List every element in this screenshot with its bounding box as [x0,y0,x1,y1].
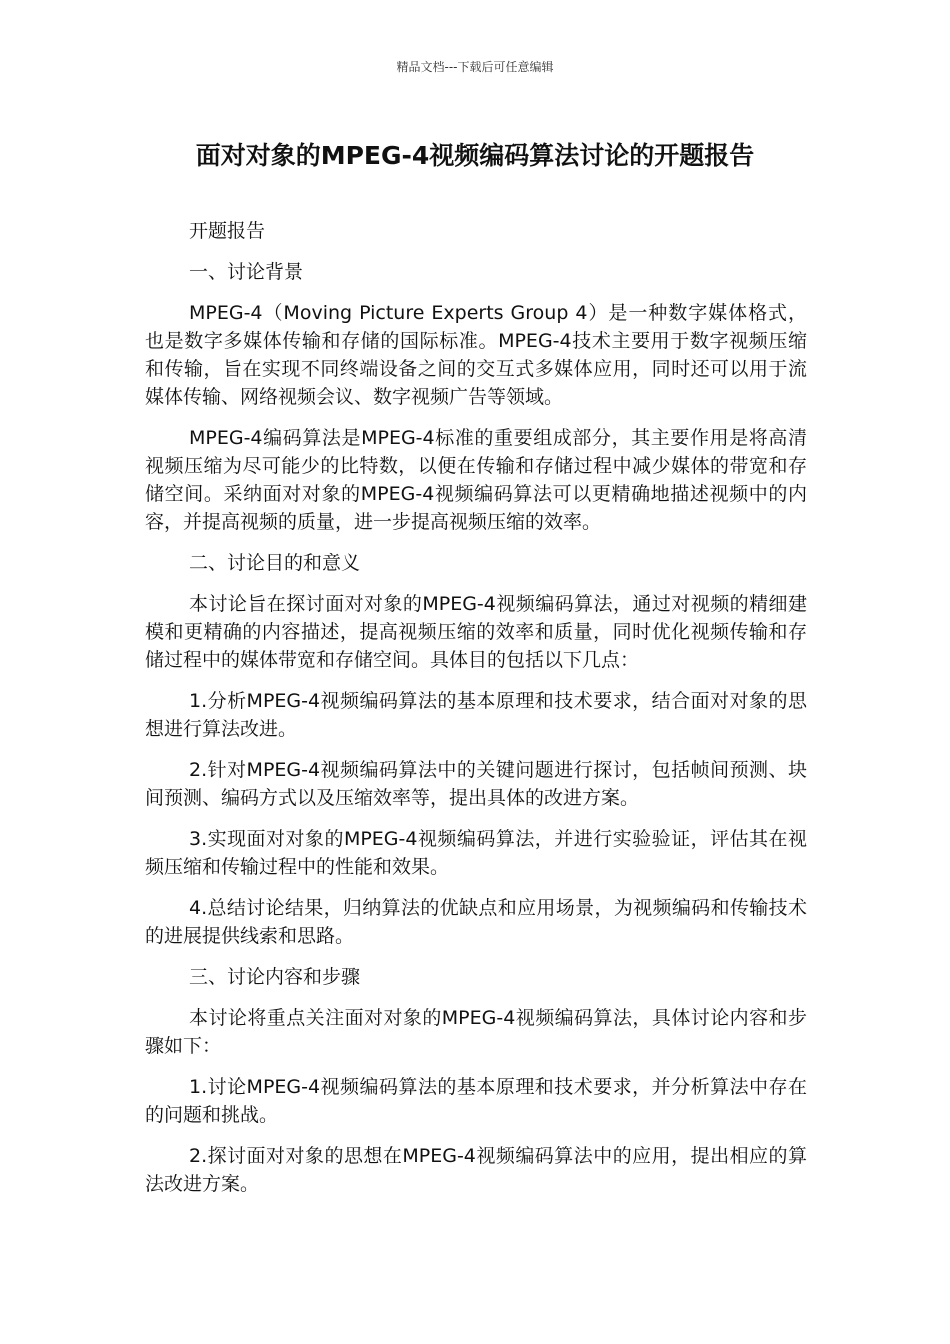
paragraph-steps-intro: 本讨论将重点关注面对对象的MPEG-4视频编码算法，具体讨论内容和步骤如下： [145,1007,807,1057]
section-label-report: 开题报告 [189,220,266,242]
list-item-purpose-2: 2.针对MPEG-4视频编码算法中的关键问题进行探讨，包括帧间预测、块间预测、编码方式以及压缩效率等，提出具体的改进方案。 [145,759,807,809]
list-item-purpose-4: 4.总结讨论结果，归纳算法的优缺点和应用场景，为视频编码和传输技术的进展提供线索和思路。 [145,897,807,947]
paragraph-purpose-intro: 本讨论旨在探讨面对对象的MPEG-4视频编码算法，通过对视频的精细建模和更精确的内容描述，提高视频压缩的效率和质量，同时优化视频传输和存储过程中的媒体带宽和存储空间。具体目的包括以下几点： [145,593,807,671]
section-heading-content-steps: 三、讨论内容和步骤 [189,966,361,988]
paragraph-mpeg4-intro: MPEG-4（Moving Picture Experts Group 4）是一种数字媒体格式，也是数字多媒体传输和存储的国际标准。MPEG-4技术主要用于数字视频压缩和传输，旨在实现不同终端设备之间的交互式多媒体应用，同时还可以用于流媒体传输、网络视频会议、数字视频广告等领域。 [145,302,807,408]
section-heading-background: 一、讨论背景 [189,261,304,283]
section-heading-purpose: 二、讨论目的和意义 [189,552,361,574]
list-item-purpose-1: 1.分析MPEG-4视频编码算法的基本原理和技术要求，结合面对对象的思想进行算法改进。 [145,690,807,740]
list-item-step-2: 2.探讨面对对象的思想在MPEG-4视频编码算法中的应用，提出相应的算法改进方案。 [145,1145,807,1195]
header-note: 精品文档---下载后可任意编辑 [396,60,554,74]
list-item-purpose-3: 3.实现面对对象的MPEG-4视频编码算法，并进行实验验证，评估其在视频压缩和传输过程中的性能和效果。 [145,828,807,878]
document-body [145,217,807,1211]
list-item-step-1: 1.讨论MPEG-4视频编码算法的基本原理和技术要求，并分析算法中存在的问题和挑战。 [145,1076,807,1126]
paragraph-encoding-algorithm: MPEG-4编码算法是MPEG-4标准的重要组成部分，其主要作用是将高清视频压缩为尽可能少的比特数，以便在传输和存储过程中减少媒体的带宽和存储空间。采纳面对对象的MPEG-4视频编码算法可以更精确地描述视频中的内容，并提高视频的质量，进一步提高视频压缩的效率。 [145,427,807,533]
document-title: 面对对象的MPEG-4视频编码算法讨论的开题报告 [195,141,755,170]
